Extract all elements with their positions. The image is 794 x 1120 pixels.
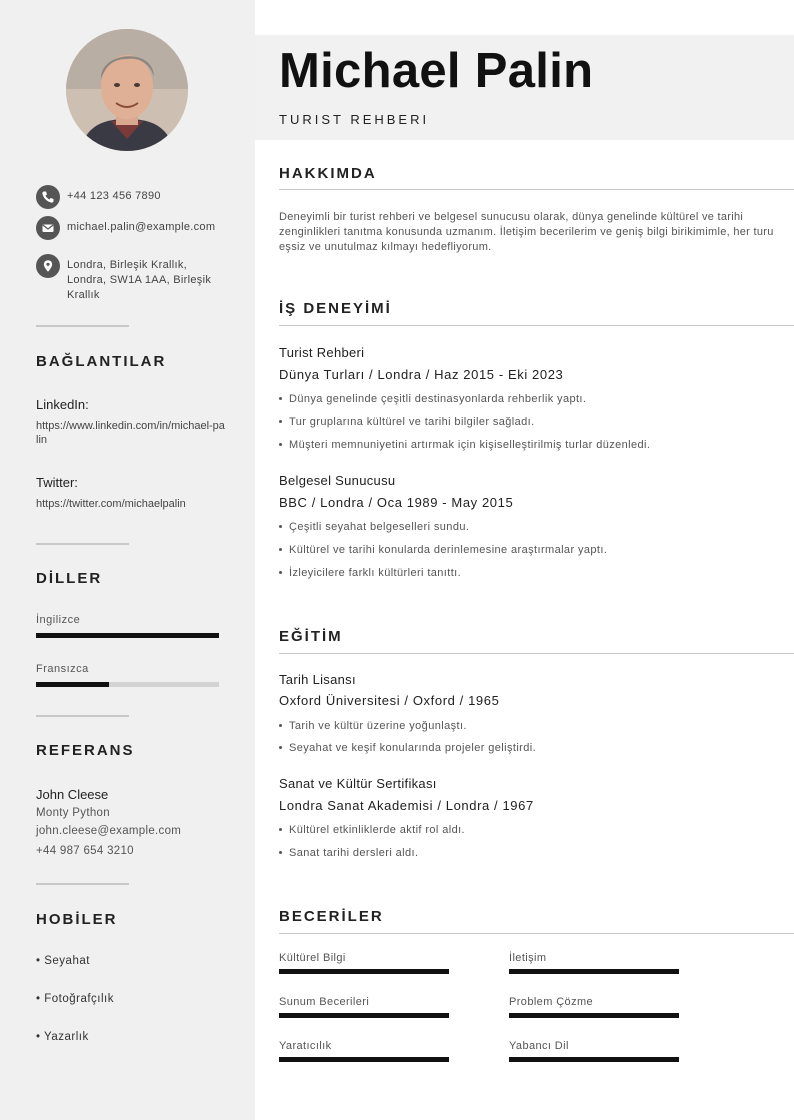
linkedin-label: LinkedIn:: [36, 397, 89, 412]
avatar: [66, 29, 188, 151]
email-text[interactable]: michael.palin@example.com: [67, 221, 216, 233]
twitter-label: Twitter:: [36, 475, 78, 490]
person-role: TURIST REHBERI: [279, 112, 430, 127]
skill-bar: [279, 1057, 449, 1062]
links-heading: BAĞLANTILAR: [36, 353, 167, 370]
bullet-text: Tarih ve kültür üzerine yoğunlaştı.: [289, 720, 467, 732]
linkedin-link[interactable]: https://www.linkedin.com/in/michael-palin: [36, 420, 225, 446]
degree-title: Sanat ve Kültür Sertifikası: [279, 776, 437, 791]
bullet-dot: [279, 443, 282, 446]
skill-bar-fill: [279, 969, 449, 974]
header-band: [255, 35, 794, 140]
email-icon: [36, 216, 60, 240]
job-bullet: [279, 544, 607, 556]
skill-item: [279, 996, 449, 1018]
degree-title: Tarih Lisansı: [279, 672, 356, 687]
person-name: Michael Palin: [279, 44, 594, 98]
job-title: Turist Rehberi: [279, 345, 365, 360]
main-content: [255, 0, 794, 1120]
location-icon: [36, 254, 60, 278]
bullet-text: Müşteri memnuniyetini artırmak için kişiselleştirilmiş turlar düzenledi.: [289, 439, 651, 451]
skill-item: [509, 1040, 679, 1062]
hobby-item: • Yazarlık: [36, 1031, 89, 1043]
section-rule: [279, 933, 794, 934]
section-rule: [279, 325, 794, 326]
degree-subtitle: Oxford Üniversitesi / Oxford / 1965: [279, 693, 500, 708]
divider: [36, 325, 129, 327]
education-bullet: [279, 742, 536, 754]
reference-heading: REFERANS: [36, 742, 135, 759]
job-bullet: [279, 521, 469, 533]
language-english-bar: [36, 633, 219, 638]
skill-bar-fill: [509, 1013, 679, 1018]
job-bullet: [279, 439, 650, 451]
skill-bar-fill: [509, 1057, 679, 1062]
skills-heading: BECERİLER: [279, 908, 384, 925]
about-heading: HAKKIMDA: [279, 165, 377, 182]
skill-bar: [509, 1013, 679, 1018]
language-french-bar-fill: [36, 682, 109, 687]
address-text: Londra, Birleşik Krallık, Londra, SW1A 1AA, Birleşik Krallık: [67, 259, 212, 301]
reference-phone: +44 987 654 3210: [36, 845, 134, 857]
education-bullet: [279, 720, 467, 732]
contact-address: [36, 254, 226, 303]
phone-text: +44 123 456 7890: [67, 190, 161, 202]
bullet-text: Dünya genelinde çeşitli destinasyonlarda rehberlik yaptı.: [289, 393, 587, 405]
job-subtitle: Dünya Turları / Londra / Haz 2015 - Eki 2023: [279, 367, 564, 382]
contact-phone: [36, 185, 226, 209]
language-english-label: İngilizce: [36, 614, 81, 626]
reference-company: Monty Python: [36, 807, 110, 819]
skill-bar-fill: [509, 969, 679, 974]
degree-subtitle: Londra Sanat Akademisi / Londra / 1967: [279, 798, 534, 813]
education-bullet: [279, 824, 465, 836]
skill-label: Kültürel Bilgi: [279, 952, 346, 964]
bullet-dot: [279, 420, 282, 423]
bullet-dot: [279, 851, 282, 854]
skill-bar-fill: [279, 1057, 449, 1062]
skill-bar: [509, 1057, 679, 1062]
sidebar: [0, 0, 255, 1120]
contact-email: [36, 216, 226, 240]
skill-item: [279, 1040, 449, 1062]
reference-name: John Cleese: [36, 787, 109, 802]
experience-heading: İŞ DENEYİMİ: [279, 300, 392, 317]
skill-label: Problem Çözme: [509, 996, 594, 1008]
divider: [36, 715, 129, 717]
bullet-text: Seyahat ve keşif konularında projeler geliştirdi.: [289, 742, 537, 754]
section-rule: [279, 653, 794, 654]
twitter-link[interactable]: https://twitter.com/michaelpalin: [36, 498, 186, 510]
hobby-label: Yazarlık: [44, 1031, 89, 1043]
job-bullet: [279, 416, 535, 428]
bullet-dot: [279, 746, 282, 749]
hobby-item: • Seyahat: [36, 955, 90, 967]
skill-label: Sunum Becerileri: [279, 996, 370, 1008]
bullet-dot: [279, 724, 282, 727]
skill-item: [509, 952, 679, 974]
bullet-text: İzleyicilere farklı kültürleri tanıttı.: [289, 567, 462, 579]
job-bullet: [279, 393, 586, 405]
bullet-dot: [279, 548, 282, 551]
hobby-item: • Fotoğrafçılık: [36, 993, 115, 1005]
education-heading: EĞİTİM: [279, 628, 343, 645]
bullet-dot: [279, 525, 282, 528]
bullet-dot: [279, 571, 282, 574]
bullet-text: Çeşitli seyahat belgeselleri sundu.: [289, 521, 470, 533]
bullet-text: Kültürel ve tarihi konularda derinlemesine araştırmalar yaptı.: [289, 544, 608, 556]
skill-item: [509, 996, 679, 1018]
skill-bar: [509, 969, 679, 974]
languages-heading: DİLLER: [36, 570, 103, 587]
bullet-dot: [279, 397, 282, 400]
skill-bar: [279, 969, 449, 974]
job-bullet: [279, 567, 461, 579]
job-subtitle: BBC / Londra / Oca 1989 - May 2015: [279, 495, 514, 510]
skill-bar-fill: [279, 1013, 449, 1018]
language-english-bar-fill: [36, 633, 219, 638]
language-french-label: Fransızca: [36, 663, 89, 675]
hobby-label: Seyahat: [44, 955, 90, 967]
bullet-dot: [279, 828, 282, 831]
reference-email[interactable]: john.cleese@example.com: [36, 825, 182, 837]
skill-label: İletişim: [509, 952, 547, 964]
bullet-text: Sanat tarihi dersleri aldı.: [289, 847, 419, 859]
phone-icon: [36, 185, 60, 209]
bullet-text: Tur gruplarına kültürel ve tarihi bilgiler sağladı.: [289, 416, 535, 428]
hobbies-heading: HOBİLER: [36, 911, 118, 928]
about-text: Deneyimli bir turist rehberi ve belgesel sunucusu olarak, dünya genelinde kültürel ve tarihi zenginlikleri tanıtma konusunda uzmanım. İletişim becerilerim ve geniş bilgi birikimimle, her turu eşsiz ve unutulmaz kılmayı hedefliyorum.: [279, 211, 774, 253]
skill-item: [279, 952, 449, 974]
education-bullet: [279, 847, 418, 859]
hobby-label: Fotoğrafçılık: [44, 993, 115, 1005]
skill-label: Yabancı Dil: [509, 1040, 569, 1052]
divider: [36, 543, 129, 545]
section-rule: [279, 189, 794, 190]
skill-bar: [279, 1013, 449, 1018]
language-french-bar: [36, 682, 219, 687]
skill-label: Yaratıcılık: [279, 1040, 332, 1052]
bullet-text: Kültürel etkinliklerde aktif rol aldı.: [289, 824, 465, 836]
job-title: Belgesel Sunucusu: [279, 473, 396, 488]
divider: [36, 883, 129, 885]
